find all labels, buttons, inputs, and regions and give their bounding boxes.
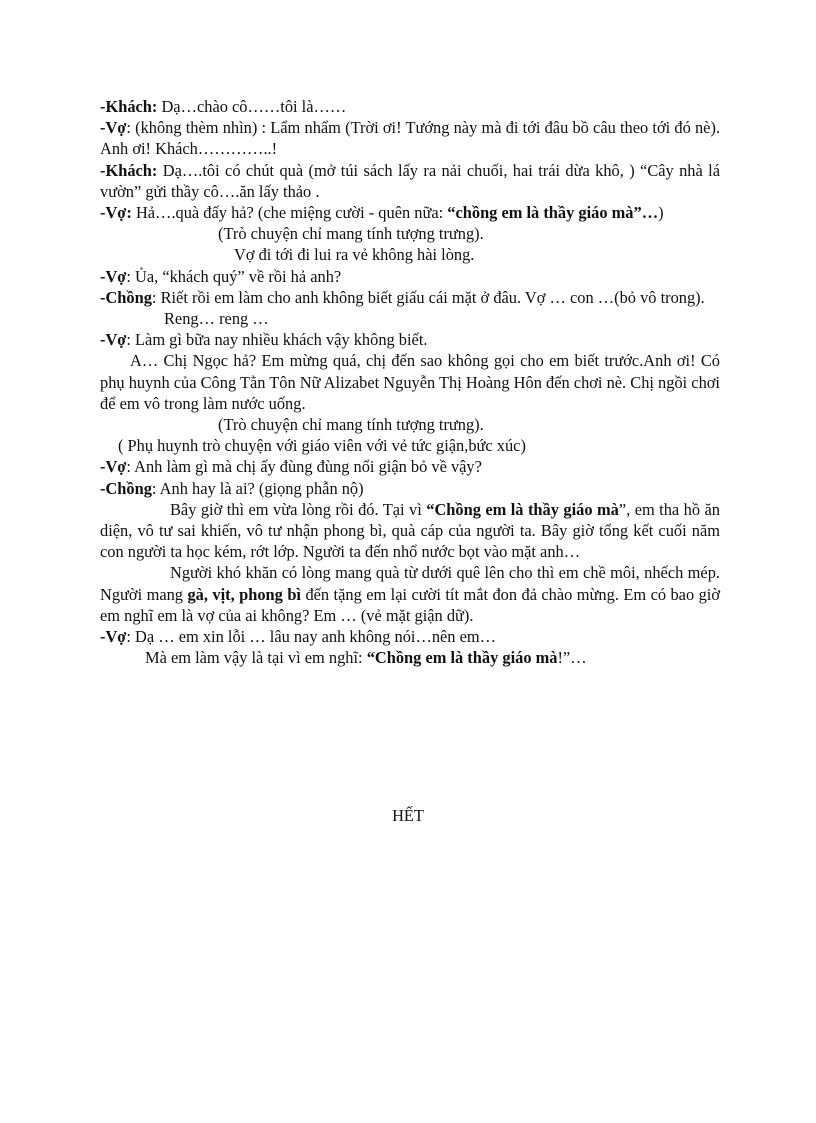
emphasis-text: “Chồng em là thầy giáo mà [366,648,558,668]
dialogue-text: ) [658,203,664,223]
speaker-label: -Khách: [100,160,158,180]
speaker-label: -Vợ [100,457,127,477]
dialogue-text: : Dạ … em xin lỗi … lâu nay anh không nói…nên em… [126,627,497,647]
dialogue-line [100,478,720,499]
stage-direction: (Trò chuyện chỉ mang tính tượng trưng). [218,224,484,244]
speaker-label: -Chồng [100,287,152,307]
dialogue-text: : Ủa, “khách quý” về rồi hả anh? [126,266,342,286]
dialogue-text: : Làm gì bữa nay nhiều khách vậy không biết. [126,330,428,350]
dialogue-line [100,202,720,223]
stage-direction: ( Phụ huynh trò chuyện với giáo viên với vẻ tức giận,bức xúc) [118,436,526,456]
dialogue-paragraph: A… Chị Ngọc hả? Em mừng quá, chị đến sao không gọi cho em biết trước.Anh ơi! Có phụ huynh của Công Tằn Tôn Nữ Alizabet Nguyễn Thị Hoàng Hôn đến chơi nè. Chị ngồi chơi để em vô trong làm nước uống. [100,351,720,413]
dialogue-line [100,329,720,350]
speaker-label: -Chồng [100,478,152,498]
speaker-label: -Vợ [100,118,127,138]
dialogue-paragraph [100,562,720,626]
dialogue-line [100,626,720,647]
sound-effect: Reng… reng … [164,309,269,329]
dialogue-text: : Anh làm gì mà chị ấy đùng đùng nổi giận bỏ về vậy? [126,457,482,477]
dialogue-text: ”, em tha hồ ăn diện, vô tư sai khiến, vô tư nhận phong bì, quà cáp của người ta. Bây giờ tổng kết cuối năm con người ta học kém, rớt lớp. Người ta đến nhổ nước bọt vào mặt anh… [100,499,720,562]
speaker-label: -Vợ [100,266,127,286]
dialogue-text: Dạ….tôi có chút quà (mở túi sách lấy ra nải chuối, hai trái dừa khô, ) “Cây nhà lá vườn” gửi thầy cô….ăn lấy thảo . [100,160,720,201]
dialogue-text: !”… [557,648,587,668]
stage-direction: Vợ đi tới đi lui ra vẻ không hài lòng. [234,245,475,265]
dialogue-line [100,160,720,202]
dialogue-text: Mà em làm vậy là tại vì em nghĩ: [145,648,367,668]
dialogue-line [100,287,720,308]
dialogue-text: Hả….quà đấy hả? (che miệng cười - quên nữa: [131,203,448,223]
end-label: HẾT [392,806,424,825]
dialogue-text: Dạ…chào cô……tôi là…… [157,97,347,116]
dialogue-line [100,96,720,117]
dialogue-text: đến tặng em lại cười tít mắt đon đả chào mừng. Em có bao giờ em nghĩ em là vợ của ai không? Em … (vẻ mặt giận dữ). [100,584,721,625]
dialogue-line [100,266,720,287]
dialogue-line [100,117,720,159]
speaker-label: -Vợ [100,627,127,647]
speaker-label: -Vợ [100,330,127,350]
emphasis-text: “chồng em là thầy giáo mà”… [447,203,659,223]
dialogue-paragraph [100,647,720,668]
speaker-label: -Vợ: [100,203,132,223]
speaker-label: -Khách: [100,97,158,116]
dialogue-text: : (không thèm nhìn) : Lẩm nhẩm (Trời ơi! Tướng này mà đi tới đâu bồ câu theo tới đó nè). Anh ơi! Khách…………..! [100,118,720,159]
dialogue-paragraph [100,499,720,563]
dialogue-text: Bây giờ thì em vừa lòng rồi đó. Tại vì [170,499,427,519]
script-body [100,96,720,668]
emphasis-text: gà, vịt, phong bì [187,584,301,604]
stage-direction: (Trò chuyện chỉ mang tính tượng trưng). [218,415,484,435]
dialogue-text: : Riết rồi em làm cho anh không biết giấu cái mặt ở đâu. Vợ … con …(bỏ vô trong). [151,287,705,307]
dialogue-text: : Anh hay là ai? (giọng phẫn nộ) [151,478,364,498]
emphasis-text: “Chồng em là thầy giáo mà [426,499,619,519]
dialogue-text: Người khó khăn có lòng mang quà từ dưới quê lên cho thì em chề môi, nhếch mép. Người mang [100,563,720,604]
dialogue-line [100,456,720,477]
